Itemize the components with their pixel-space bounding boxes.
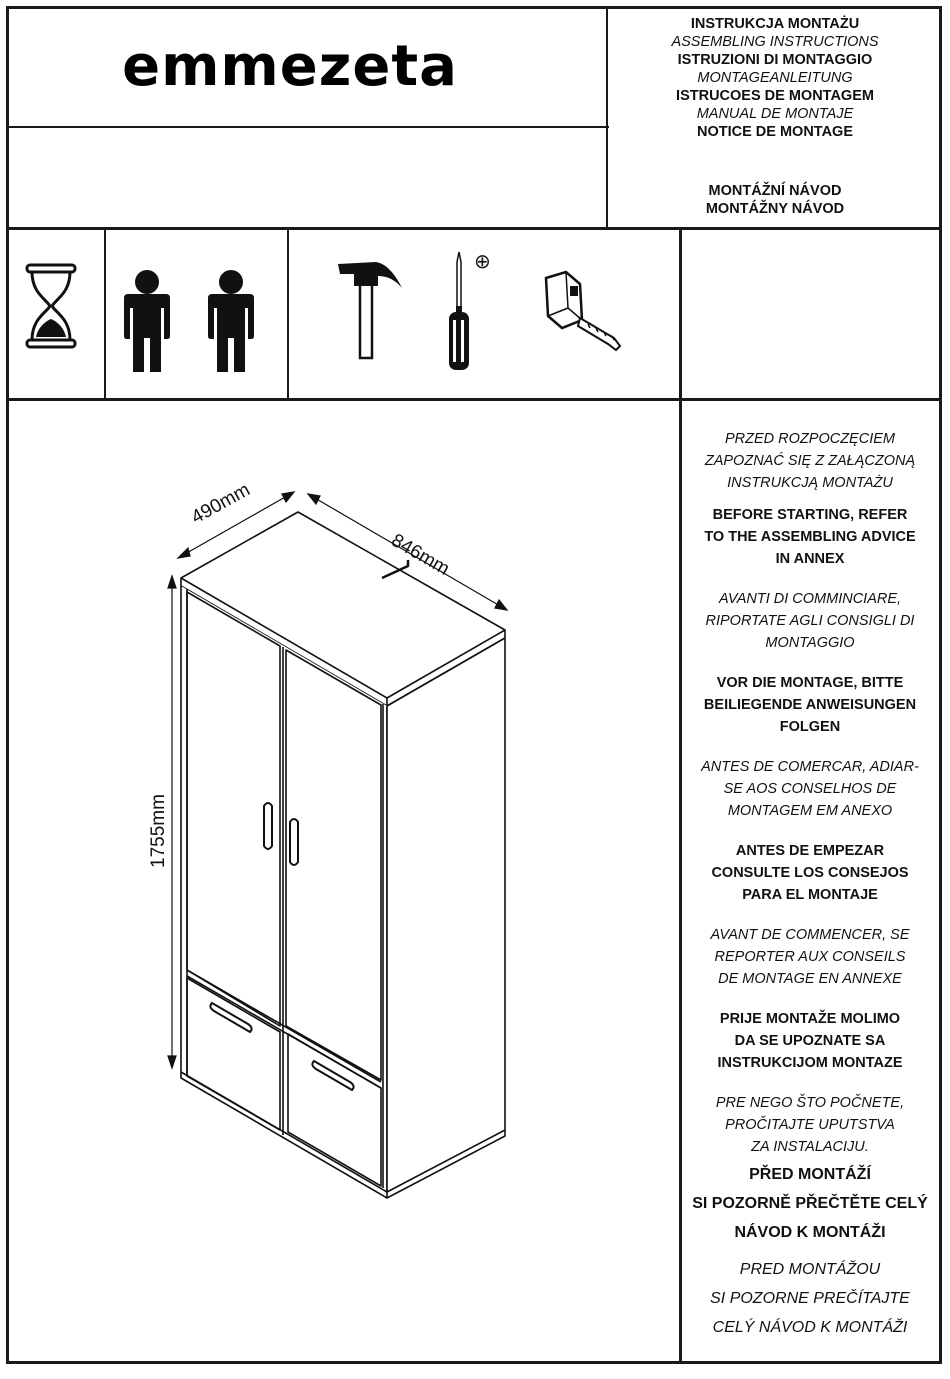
- notice-cz: PŘED MONTÁŽÍ SI POZORNĚ PŘEČTĚTE CELÝ NÁVOD K MONTÁŽI: [692, 1166, 928, 1241]
- notice-pt: ANTES DE COMERCAR, ADIAR- SE AOS CONSELHOS DE MONTAGEM EM ANEXO: [701, 759, 919, 819]
- title-line-fr: NOTICE DE MONTAGE: [696, 124, 853, 140]
- divider-icons-bottom: [6, 398, 942, 401]
- handle-door-right: [290, 819, 298, 865]
- dimension-depth-label: 490mm: [188, 479, 254, 529]
- divider-icons-1: [104, 228, 106, 400]
- two-persons-icon: [118, 268, 268, 374]
- phillips-symbol-icon: ⊕: [474, 249, 491, 273]
- frame-left: [6, 6, 9, 1364]
- title-line-sk: MONTÁŽNY NÁVOD: [705, 201, 845, 217]
- divider-header-bottom: [6, 227, 942, 230]
- notice-fr: AVANT DE COMMENCER, SE REPORTER AUX CONSEILS DE MONTAGE EN ANNEXE: [710, 927, 910, 987]
- divider-icons-2: [287, 228, 289, 400]
- divider-header-vertical: [606, 6, 608, 228]
- person-icon-1: [124, 270, 170, 372]
- title-line-it: ISTRUZIONI DI MONTAGGIO: [677, 52, 873, 68]
- wardrobe-drawing: [140, 480, 520, 1200]
- notice-es: ANTES DE EMPEZAR CONSULTE LOS CONSEJOS PARA EL MONTAJE: [711, 843, 909, 903]
- notice-de: VOR DIE MONTAGE, BITTE BEILIEGENDE ANWEISUNGEN FOLGEN: [703, 675, 917, 735]
- notice-column: [682, 428, 938, 1342]
- person-icon-2: [208, 270, 254, 372]
- title-block: [610, 15, 940, 141]
- dimension-width-label: 846mm: [387, 530, 453, 580]
- title-block-bottom: [610, 182, 940, 218]
- wardrobe-side: [387, 638, 505, 1192]
- hourglass-icon: [24, 263, 80, 349]
- title-line-es: MANUAL DE MONTAJE: [696, 106, 854, 122]
- hammer-icon: [336, 258, 408, 362]
- handle-door-left: [264, 803, 272, 849]
- notice-sk: PRED MONTÁŽOU SI POZORNE PREČÍTAJTE CELÝ NÁVOD K MONTÁŽI: [710, 1261, 910, 1336]
- notice-it: AVANTI DI COMMINCIARE, RIPORTATE AGLI CONSIGLI DI MONTAGGIO: [705, 591, 915, 651]
- frame-top: [6, 6, 942, 9]
- notice-hr: PRIJE MONTAŽE MOLIMO DA SE UPOZNATE SA INSTRUKCIJOM MONTAZE: [717, 1011, 903, 1071]
- title-line-en: ASSEMBLING INSTRUCTIONS: [671, 34, 879, 50]
- dimension-height-label: 1755mm: [148, 794, 169, 868]
- notice-sr: PRE NEGO ŠTO POČNETE, PROČITAJTE UPUTSTVA ZA INSTALACIJU.: [715, 1095, 905, 1155]
- notice-pl: PRZED ROZPOCZĘCIEM ZAPOZNAĆ SIĘ Z ZAŁĄCZONĄ INSTRUKCJĄ MONTAŻU: [704, 431, 916, 491]
- phillips-screwdriver-icon: [444, 250, 474, 374]
- divider-logo-bottom: [6, 126, 609, 128]
- brand-logo: emmezeta: [122, 34, 458, 99]
- title-line-pl: INSTRUKCJA MONTAŻU: [690, 16, 860, 32]
- tape-measure-icon: [540, 268, 630, 362]
- title-line-pt: ISTRUCOES DE MONTAGEM: [676, 88, 874, 104]
- title-line-cz: MONTÁŽNÍ NÁVOD: [708, 183, 842, 199]
- notice-en: BEFORE STARTING, REFER TO THE ASSEMBLING ADVICE IN ANNEX: [704, 507, 916, 567]
- frame-bottom: [6, 1361, 942, 1364]
- title-line-de: MONTAGEANLEITUNG: [697, 70, 853, 86]
